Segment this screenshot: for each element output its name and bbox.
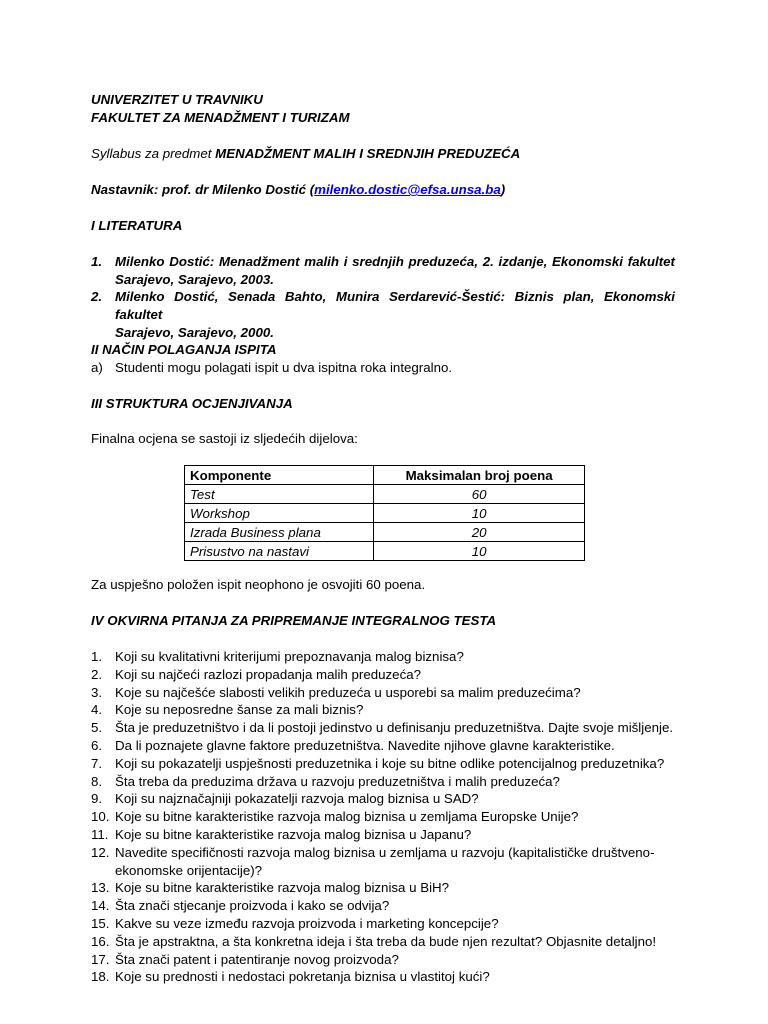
grading-table: [184, 465, 585, 561]
question-text: Šta je preduzetništvo i da li postoji jedinstvo u definisanju preduzetništva. Dajte svoje mišljenje.: [115, 720, 674, 736]
question-number: 9.: [91, 791, 103, 807]
university-name: UNIVERZITET U TRAVNIKU: [91, 92, 263, 107]
literature-item-number: 2.: [91, 289, 103, 304]
question-number: 6.: [91, 737, 103, 753]
course-name: MENADŽMENT MALIH I SREDNJIH PREDUZEĆA: [215, 146, 521, 161]
literature-item-line: Sarajevo, Sarajevo, 2000.: [115, 324, 274, 340]
literature-item: [91, 253, 675, 289]
question-number: 16.: [91, 933, 110, 949]
question-number: 10.: [91, 809, 110, 825]
component-cell: Test: [185, 485, 374, 504]
grading-heading: III STRUKTURA OCJENJIVANJA: [91, 396, 293, 411]
question-number: 11.: [91, 826, 109, 842]
list-item: [91, 773, 681, 791]
literature-item-number: 1.: [91, 254, 103, 269]
question-number: 1.: [91, 649, 103, 664]
question-text: Koji su najčeći razlozi propadanja malih preduzeća?: [115, 666, 422, 682]
question-text: Koji su najznačajniji pokazatelji razvoja malog biznisa u SAD?: [115, 791, 479, 807]
component-cell: Izrada Business plana: [185, 523, 374, 542]
faculty-name: FAKULTET ZA MENADŽMENT I TURIZAM: [91, 110, 350, 125]
list-item: [91, 808, 681, 826]
list-item: [91, 951, 681, 969]
table-row: [185, 523, 585, 542]
question-number: 4.: [91, 702, 103, 718]
exam-item-label: a): [91, 360, 103, 375]
component-cell: Prisustvo na nastavi: [185, 542, 374, 561]
column-header-max-points: Maksimalan broj poena: [374, 466, 585, 485]
question-number: 14.: [91, 898, 110, 914]
points-cell: 20: [374, 523, 585, 542]
pass-note: Za uspješno položen ispit neophono je osvojiti 60 poena.: [91, 577, 426, 592]
points-cell: 60: [374, 485, 585, 504]
question-text: Šta znači stjecanje proizvoda i kako se odvija?: [115, 898, 390, 914]
list-item: [91, 755, 681, 773]
literature-item-line: Sarajevo, Sarajevo, 2003.: [115, 271, 274, 287]
table-row: [185, 542, 585, 561]
teacher-email-link[interactable]: milenko.dostic@efsa.unsa.ba: [314, 182, 501, 197]
teacher-line: [91, 181, 675, 199]
question-text-continued: ekonomske orijentacije)?: [115, 862, 263, 878]
column-header-component: Komponente: [185, 466, 374, 485]
list-item: [91, 737, 681, 755]
points-cell: 10: [374, 504, 585, 523]
question-number: 2.: [91, 666, 103, 682]
question-number: 3.: [91, 684, 103, 700]
list-item: [91, 826, 681, 844]
list-item: [91, 701, 681, 719]
question-text: Koje su najčešće slabosti velikih preduzeća u usporebi sa malim preduzećima?: [115, 684, 581, 700]
list-item: [91, 897, 681, 915]
table-header-row: [185, 466, 585, 485]
list-item: [91, 790, 681, 808]
question-number: 5.: [91, 720, 103, 736]
question-number: 12.: [91, 844, 110, 860]
questions-heading: IV OKVIRNA PITANJA ZA PRIPREMANJE INTEGRALNOG TESTA: [91, 613, 497, 628]
list-item: [91, 666, 681, 684]
teacher-suffix: ): [500, 182, 506, 197]
question-number: 17.: [91, 951, 110, 967]
question-text: Koji su pokazatelji uspješnosti preduzetnika i koje su bitne odlike potencijalnog preduzetnika?: [115, 755, 665, 771]
literature-item-line: Milenko Dostić, Senada Bahto, Munira Serdarević-Šestić: Biznis plan, Ekonomski fakultet: [115, 289, 675, 322]
points-cell: 10: [374, 542, 585, 561]
question-text: Koje su neposredne šanse za mali biznis?: [115, 702, 364, 718]
literature-heading: I LITERATURA: [91, 218, 183, 233]
question-text: Šta treba da preduzima država u razvoju preduzetništva i malih preduzeća?: [115, 773, 560, 789]
exam-item-text: Studenti mogu polagati ispit u dva ispitna roka integralno.: [115, 360, 453, 375]
question-text: Da li poznajete glavne faktore preduzetništva. Navedite njihove glavne karakteristike.: [115, 737, 615, 753]
question-text: Koje su bitne karakteristike razvoja malog biznisa u zemljama Europske Unije?: [115, 809, 579, 825]
question-text: Koji su kvalitativni kriterijumi prepoznavanja malog biznisa?: [115, 649, 464, 664]
question-number: 15.: [91, 915, 110, 931]
question-text: Koje su bitne karakteristike razvoja malog biznisa u BiH?: [115, 880, 450, 896]
table-row: [185, 504, 585, 523]
syllabus-prefix: Syllabus za predmet: [91, 146, 216, 161]
list-item: [91, 844, 681, 880]
question-text: Koje su bitne karakteristike razvoja malog biznisa u Japanu?: [115, 826, 472, 842]
question-text: Šta je apstraktna, a šta konkretna ideja i šta treba da bude njen rezultat? Objasnite detaljno!: [115, 933, 657, 949]
list-item: [91, 915, 681, 933]
question-number: 7.: [91, 755, 103, 771]
list-item: [91, 933, 681, 951]
literature-item-line: Milenko Dostić: Menadžment malih i srednjih preduzeća, 2. izdanje, Ekonomski fakultet: [115, 254, 675, 269]
questions-list: [91, 648, 681, 986]
component-cell: Workshop: [185, 504, 374, 523]
literature-item: [91, 288, 675, 341]
question-number: 13.: [91, 880, 110, 896]
teacher-prefix: Nastavnik: prof. dr Milenko Dostić (: [91, 182, 315, 197]
list-item: [91, 968, 681, 986]
exam-heading: II NAČIN POLAGANJA ISPITA: [91, 342, 277, 357]
grading-intro: Finalna ocjena se sastoji iz sljedećih dijelova:: [91, 431, 358, 446]
question-text: Kakve su veze između razvoja proizvoda i marketing koncepcije?: [115, 915, 499, 931]
list-item: [91, 684, 681, 702]
question-text: Šta znači patent i patentiranje novog proizvoda?: [115, 951, 399, 967]
exam-item: [91, 359, 675, 377]
table-row: [185, 485, 585, 504]
syllabus-title: [91, 145, 675, 163]
question-text: Navedite specifičnosti razvoja malog biznisa u zemljama u razvoju (kapitalističke društveno-: [115, 844, 655, 860]
list-item: [91, 648, 681, 666]
list-item: [91, 719, 681, 737]
list-item: [91, 879, 681, 897]
question-number: 18.: [91, 969, 110, 985]
question-text: Koje su prednosti i nedostaci pokretanja biznisa u vlastitoj kući?: [115, 969, 490, 985]
question-number: 8.: [91, 773, 103, 789]
